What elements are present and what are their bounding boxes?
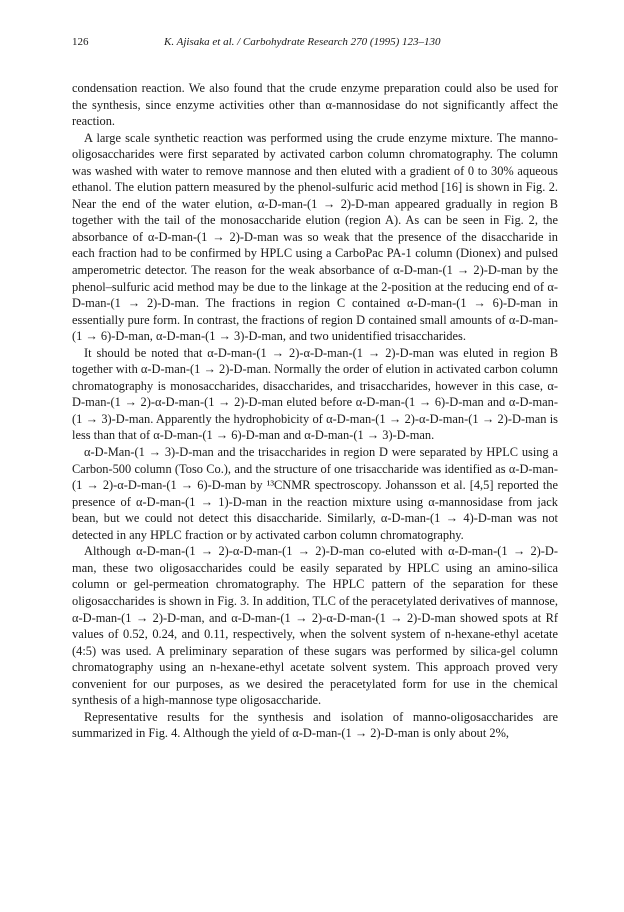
page-number: 126 xyxy=(72,36,89,48)
paragraph-results-summary: Representative results for the synthesis and isolation of manno-oligosaccharides are summarized in Fig. 4. Although the yield of α-D-man-(1 → 2)-D-man is only about 2%, xyxy=(72,709,558,741)
body-text xyxy=(72,80,558,742)
paragraph-tlc-separation: Although α-D-man-(1 → 2)-α-D-man-(1 → 2)-D-man co-eluted with α-D-man-(1 → 2)-D-man, these two oligosaccharides could be easily separated by HPLC using an amino-silica column or gel-permeation chromatography. The HPLC pattern of the separation for these oligosaccharides is shown in Fig. 3. In addition, TLC of the peracetylated derivatives of mannose, α-D-man-(1 → 2)-D-man, and α-D-man-(1 → 2)-α-D-man-(1 → 2)-D-man showed spots at Rf values of 0.52, 0.24, and 0.11, respectively, when the solvent system of n-hexane-ethyl acetate (4:5) was used. A preliminary separation of these sugars was performed by silica-gel column chromatography using an n-hexane-ethyl acetate solvent system. This approach proved very convenient for our purposes, as we desired the peracetylated form for use in the chemical synthesis of a high-mannose type oligosaccharide. xyxy=(72,544,558,708)
paragraph-large-scale-reaction: A large scale synthetic reaction was performed using the crude enzyme mixture. The manno-oligosaccharides were first separated by activated carbon column chromatography. The column was washed with water to remove mannose and then eluted with a gradient of 0 to 30% aqueous ethanol. The elution pattern measured by the phenol-sulfuric acid method [16] is shown in Fig. 2. Near the end of the water elution, α-D-man-(1 → 2)-D-man appeared gradually in region B together with the tail of the monosaccharide elution (region A). As can be seen in Fig. 2, the absorbance of α-D-man-(1 → 2)-D-man was so weak that the presence of the disaccharide in each fraction had to be confirmed by HPLC using a CarboPac PA-1 column (Dionex) and pulsed amperometric detector. The reason for the weak absorbance of α-D-man-(1 → 2)-D-man by the phenol–sulfuric acid method may be due to the linkage at the 2-position at the reducing end of α-D-man-(1 → 2)-D-man. The fractions in region C contained α-D-man-(1 → 6)-D-man in essentially pure form. In contrast, the fractions of region D contained small amounts of α-D-man-(1 → 6)-D-man, α-D-man-(1 → 3)-D-man, and two unidentified trisaccharides. xyxy=(72,130,558,344)
paragraph-hplc-separation: α-D-Man-(1 → 3)-D-man and the trisaccharides in region D were separated by HPLC using a Carbon-500 column (Toso Co.), and the structure of one trisaccharide was identified as α-D-man-(1 → 2)-α-D-man-(1 → 6)-D-man by ¹³CNMR spectroscopy. Johansson et al. [4,5] reported the presence of α-D-man-(1 → 1)-D-man in the reaction mixture using α-mannosidase from jack bean, but we could not detect this disaccharide. Similarly, α-D-man-(1 → 4)-D-man was not detected in any HPLC fraction or by activated carbon column chromatography. xyxy=(72,445,558,542)
running-title: K. Ajisaka et al. / Carbohydrate Research 270 (1995) 123–130 xyxy=(164,36,441,48)
paragraph-continuation: condensation reaction. We also found that the crude enzyme preparation could also be used for the synthesis, since enzyme activities other than α-mannosidase do not significantly affect the reaction. xyxy=(72,81,558,129)
running-header xyxy=(72,36,550,52)
paragraph-elution-order: It should be noted that α-D-man-(1 → 2)-α-D-man-(1 → 2)-D-man was eluted in region B together with α-D-man-(1 → 2)-D-man. Normally the order of elution in activated carbon column chromatography is monosaccharides, disaccharides, and trisaccharides, however in this case, α-D-man-(1 → 2)-α-D-man-(1 → 2)-D-man eluted before α-D-man-(1 → 6)-D-man and α-D-man-(1 → 3)-D-man. Apparently the hydrophobicity of α-D-man-(1 → 2)-α-D-man-(1 → 2)-D-man is less than that of α-D-man-(1 → 6)-D-man and α-D-man-(1 → 3)-D-man. xyxy=(72,345,558,443)
